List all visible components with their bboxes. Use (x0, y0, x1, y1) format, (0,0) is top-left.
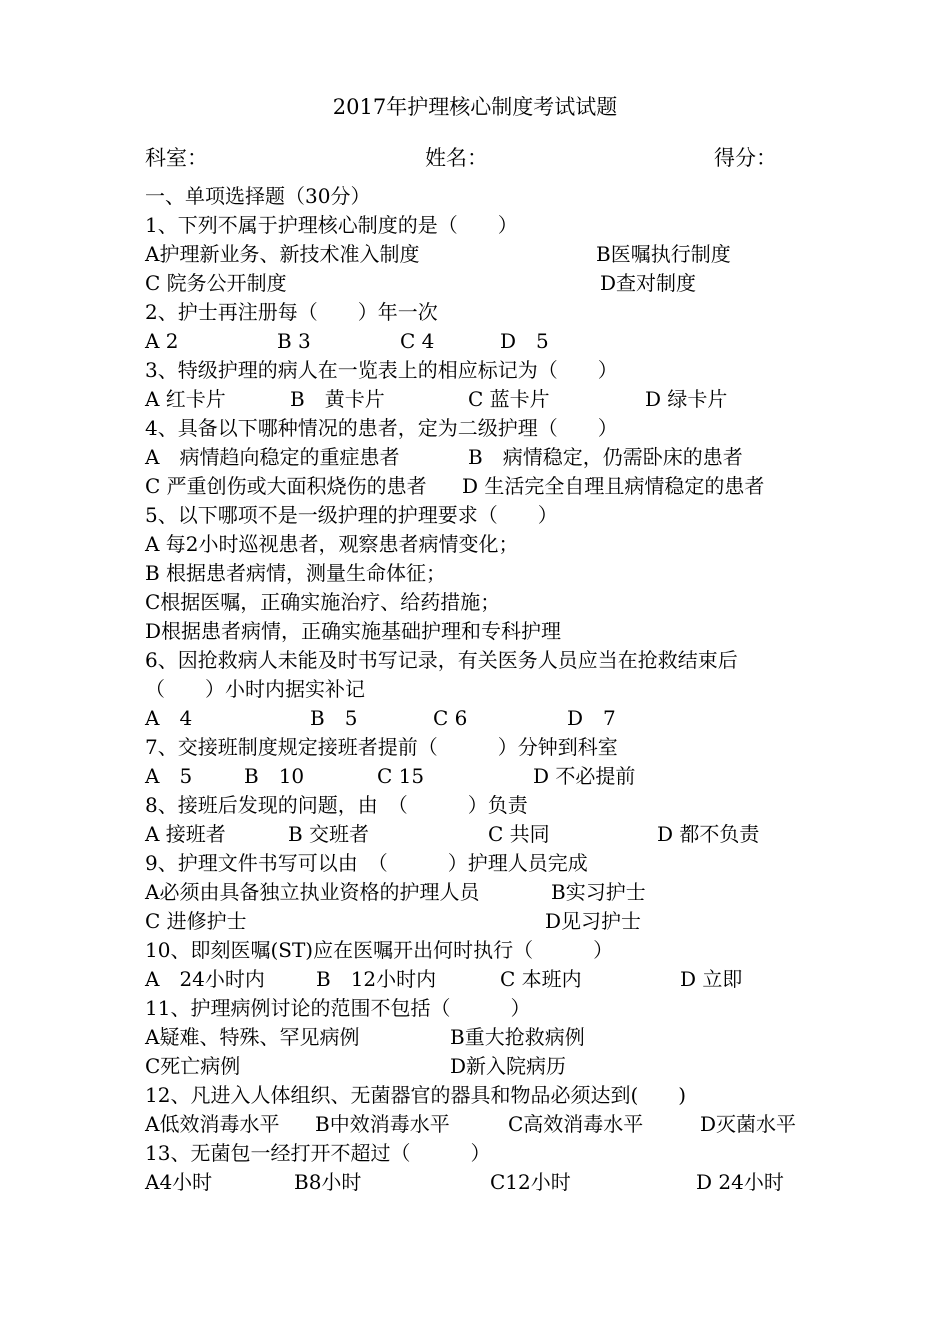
question-8: 8、接班后发现的问题，由 （ ）负责 (145, 793, 528, 817)
q9-option-c: C 进修护士 (145, 909, 247, 933)
question-10: 10、即刻医嘱(ST)应在医嘱开出何时执行（ ） (145, 938, 614, 962)
q11-option-a: A疑难、特殊、罕见病例 (145, 1025, 360, 1049)
question-9: 9、护理文件书写可以由 （ ）护理人员完成 (145, 851, 588, 875)
q13-option-b: B8小时 (294, 1170, 362, 1194)
q10-option-c: C 本班内 (500, 967, 582, 991)
name-label: 姓名： (425, 146, 488, 170)
q5-option-c: C根据医嘱，正确实施治疗、给药措施； (145, 590, 501, 614)
q3-option-a: A 红卡片 (145, 387, 226, 411)
exam-title: 2017年护理核心制度考试试题 (332, 95, 618, 119)
q3-option-d: D 绿卡片 (645, 387, 728, 411)
q6-option-b: B 5 (310, 706, 358, 730)
q12-option-d: D灭菌水平 (700, 1112, 797, 1136)
q1-option-c: C 院务公开制度 (145, 271, 287, 295)
q9-option-d: D见习护士 (545, 909, 642, 933)
q4-option-b: B 病情稳定，仍需卧床的患者 (468, 445, 743, 469)
q13-option-c: C12小时 (490, 1170, 571, 1194)
q7-option-c: C 15 (377, 764, 425, 788)
question-6-continued: （ ）小时内据实补记 (145, 677, 365, 701)
q5-option-d: D根据患者病情，正确实施基础护理和专科护理 (145, 619, 562, 643)
q9-option-b: B实习护士 (551, 880, 646, 904)
q5-option-a: A 每2小时巡视患者，观察患者病情变化； (145, 532, 519, 556)
q9-option-a: A必须由具备独立执业资格的护理人员 (145, 880, 480, 904)
q3-option-c: C 蓝卡片 (468, 387, 550, 411)
q1-option-b: B医嘱执行制度 (596, 242, 731, 266)
q8-option-b: B 交班者 (288, 822, 370, 846)
question-4: 4、具备以下哪种情况的患者，定为二级护理（ ） (145, 416, 618, 440)
q5-option-b: B 根据患者病情，测量生命体征； (145, 561, 447, 585)
q10-option-b: B 12小时内 (316, 967, 437, 991)
q1-option-d: D查对制度 (600, 271, 697, 295)
q2-option-c: C 4 (400, 329, 435, 353)
q12-option-b: B中效消毒水平 (315, 1112, 450, 1136)
dept-label: 科室： (145, 146, 208, 170)
question-3: 3、特级护理的病人在一览表上的相应标记为（ ） (145, 358, 618, 382)
question-13: 13、无菌包一经打开不超过（ ） (145, 1141, 491, 1165)
q11-option-b: B重大抢救病例 (450, 1025, 585, 1049)
q3-option-b: B 黄卡片 (290, 387, 385, 411)
q7-option-a: A 5 (145, 764, 193, 788)
question-5: 5、以下哪项不是一级护理的护理要求（ ） (145, 503, 558, 527)
q6-option-c: C 6 (433, 706, 468, 730)
q7-option-d: D 不必提前 (533, 764, 636, 788)
q10-option-d: D 立即 (680, 967, 743, 991)
q6-option-a: A 4 (145, 706, 193, 730)
q13-option-d: D 24小时 (696, 1170, 784, 1194)
question-7: 7、交接班制度规定接班者提前（ ）分钟到科室 (145, 735, 618, 759)
q2-option-d: D 5 (500, 329, 549, 353)
q11-option-d: D新入院病历 (450, 1054, 567, 1078)
q11-option-c: C死亡病例 (145, 1054, 241, 1078)
q12-option-a: A低效消毒水平 (145, 1112, 280, 1136)
question-1: 1、下列不属于护理核心制度的是（ ） (145, 213, 518, 237)
q2-option-b: B 3 (277, 329, 311, 353)
section-heading: 一、单项选择题（30分） (145, 184, 371, 208)
question-12: 12、凡进入人体组织、无菌器官的器具和物品必须达到( ) (145, 1083, 687, 1107)
q13-option-a: A4小时 (145, 1170, 213, 1194)
q4-option-c: C 严重创伤或大面积烧伤的患者 (145, 474, 427, 498)
q8-option-c: C 共同 (488, 822, 550, 846)
q4-option-d: D 生活完全自理且病情稳定的患者 (462, 474, 765, 498)
q10-option-a: A 24小时内 (145, 967, 265, 991)
question-11: 11、护理病例讨论的范围不包括（ ） (145, 996, 531, 1020)
q7-option-b: B 10 (244, 764, 305, 788)
question-6: 6、因抢救病人未能及时书写记录，有关医务人员应当在抢救结束后 (145, 648, 738, 672)
score-label: 得分： (714, 146, 777, 170)
question-2: 2、护士再注册每（ ）年一次 (145, 300, 438, 324)
q6-option-d: D 7 (567, 706, 616, 730)
q1-option-a: A护理新业务、新技术准入制度 (145, 242, 420, 266)
q8-option-d: D 都不负责 (657, 822, 760, 846)
q8-option-a: A 接班者 (145, 822, 226, 846)
q4-option-a: A 病情趋向稳定的重症患者 (145, 445, 400, 469)
q2-option-a: A 2 (145, 329, 179, 353)
q12-option-c: C高效消毒水平 (508, 1112, 644, 1136)
